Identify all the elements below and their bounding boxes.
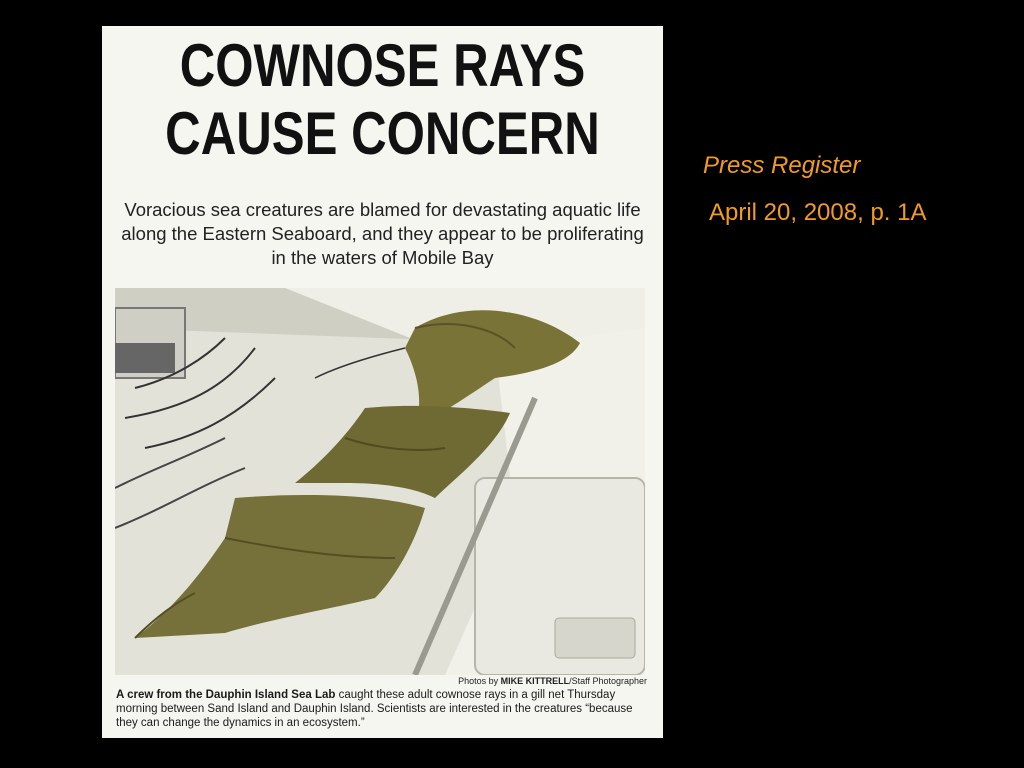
- rays-photo: [115, 288, 645, 675]
- caption-lead: A crew from the Dauphin Island Sea Lab: [116, 689, 336, 701]
- rays-photo-illustration: [115, 288, 645, 675]
- source-name: Press Register: [703, 152, 861, 179]
- credit-name: MIKE KITTRELL: [500, 676, 570, 686]
- headline-line-2: CAUSE CONCERN: [165, 100, 600, 167]
- caption-body: caught these adult cownose rays in a gill net Thursday morning between Sand Island and Dauphin Island. Scientists are interested in the creatures “because they can change the dynamics in an ecosystem.”: [116, 689, 633, 729]
- source-date: April 20, 2008, p. 1A: [709, 199, 927, 226]
- photo-caption: [116, 688, 646, 730]
- subhead: Voracious sea creatures are blamed for devastating aquatic life along the Eastern Seaboard, and they appear to be proliferating in the waters of Mobile Bay: [121, 199, 644, 268]
- headline: [152, 32, 612, 168]
- credit-suffix: /Staff Photographer: [569, 676, 647, 686]
- photo-credit: [458, 676, 647, 686]
- credit-prefix: Photos by: [458, 676, 499, 686]
- newspaper-clipping: [102, 26, 663, 738]
- headline-line-1: COWNOSE RAYS: [179, 32, 586, 99]
